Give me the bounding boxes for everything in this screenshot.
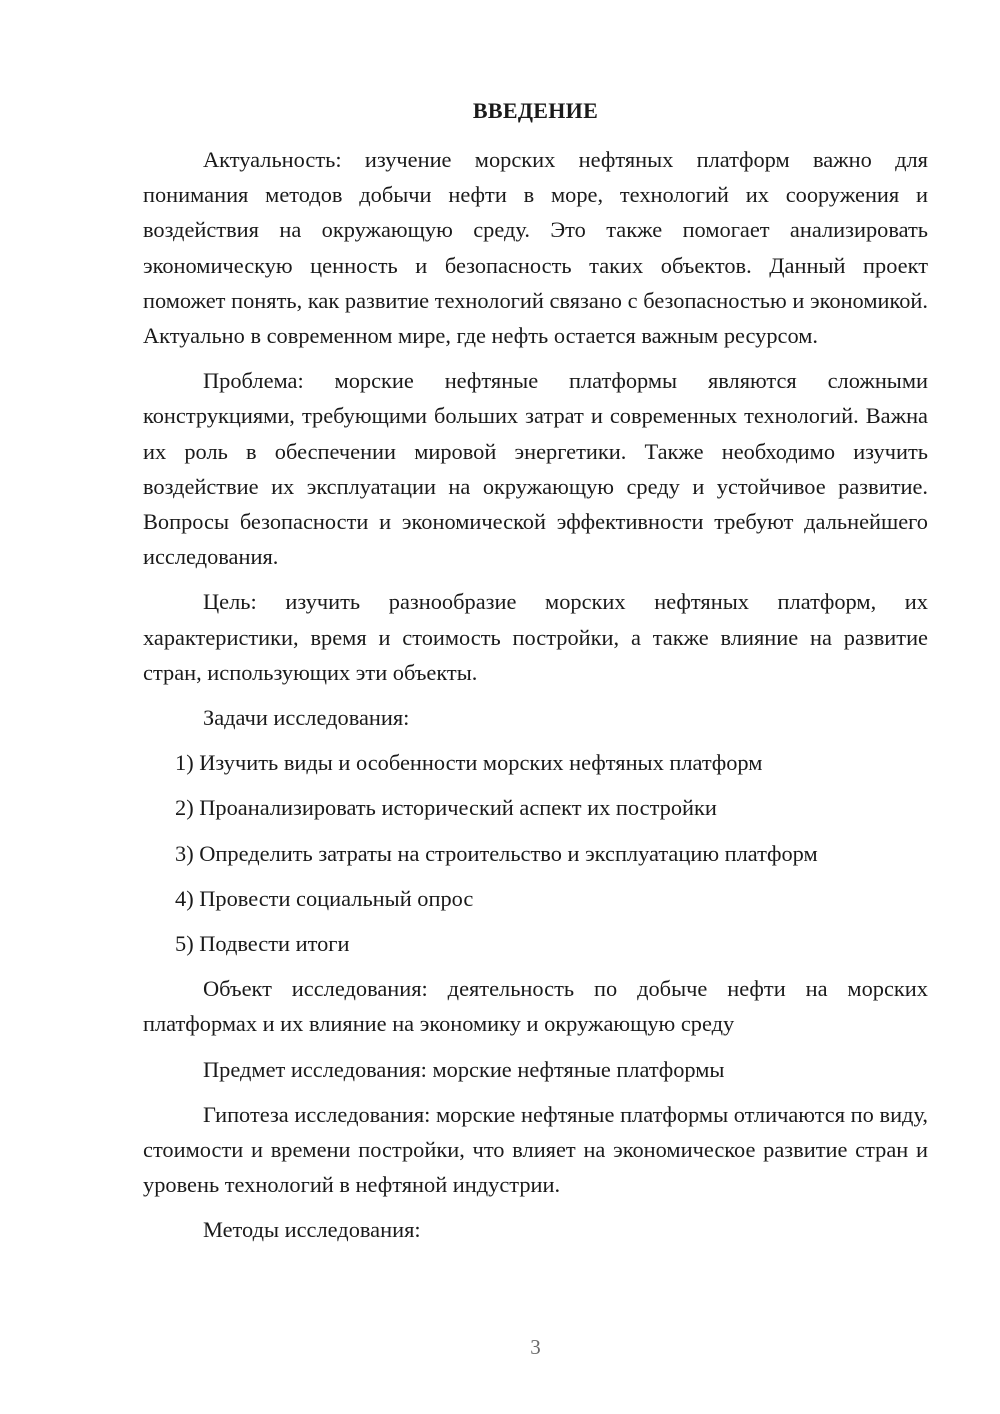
list-item: 2) Проанализировать исторический аспект их постройки <box>175 795 717 821</box>
goal-paragraph: Цель: изучить разнообразие морских нефтяных платформ, их характеристики, время и стоимость постройки, а также влияние на развитие стран, использующих эти объекты. <box>143 589 928 685</box>
page-title: ВВЕДЕНИЕ <box>472 98 599 123</box>
tasks-list <box>143 745 928 961</box>
relevance-paragraph: Актуальность: изучение морских нефтяных платформ важно для понимания методов добычи нефти в море, технологий их сооружения и воздействия на окружающую среду. Это также помогает анализировать экономическую ценность и безопасность таких объектов. Данный проект поможет понять, как развитие технологий связано с безопасностью и экономикой. Актуально в современном мире, где нефть остается важным ресурсом. <box>143 147 928 349</box>
document-body <box>143 142 928 1258</box>
problem-paragraph: Проблема: морские нефтяные платформы являются сложными конструкциями, требующими больших затрат и современных технологий. Важна их роль в обеспечении мировой энергетики. Также необходимо изучить воздействие их эксплуатации на окружающую среду и устойчивое развитие. Вопросы безопасности и экономической эффективности требуют дальнейшего исследования. <box>143 368 928 570</box>
list-item: 5) Подвести итоги <box>175 931 350 957</box>
hypothesis-paragraph: Гипотеза исследования: морские нефтяные платформы отличаются по виду, стоимости и времени постройки, что влияет на экономическое развитие стран и уровень технологий в нефтяной индустрии. <box>143 1101 928 1198</box>
page-number: 3 <box>530 1335 541 1359</box>
list-item: 1) Изучить виды и особенности морских нефтяных платформ <box>175 750 763 776</box>
object-paragraph: Объект исследования: деятельность по добыче нефти на морских платформах и их влияние на экономику и окружающую среду <box>143 976 928 1037</box>
document-page <box>143 0 928 1414</box>
subject-paragraph: Предмет исследования: морские нефтяные платформы <box>203 1056 725 1082</box>
methods-heading: Методы исследования: <box>203 1217 421 1243</box>
tasks-heading: Задачи исследования: <box>203 705 410 731</box>
list-item: 3) Определить затраты на строительство и эксплуатацию платформ <box>175 840 818 866</box>
list-item: 4) Провести социальный опрос <box>175 885 474 911</box>
